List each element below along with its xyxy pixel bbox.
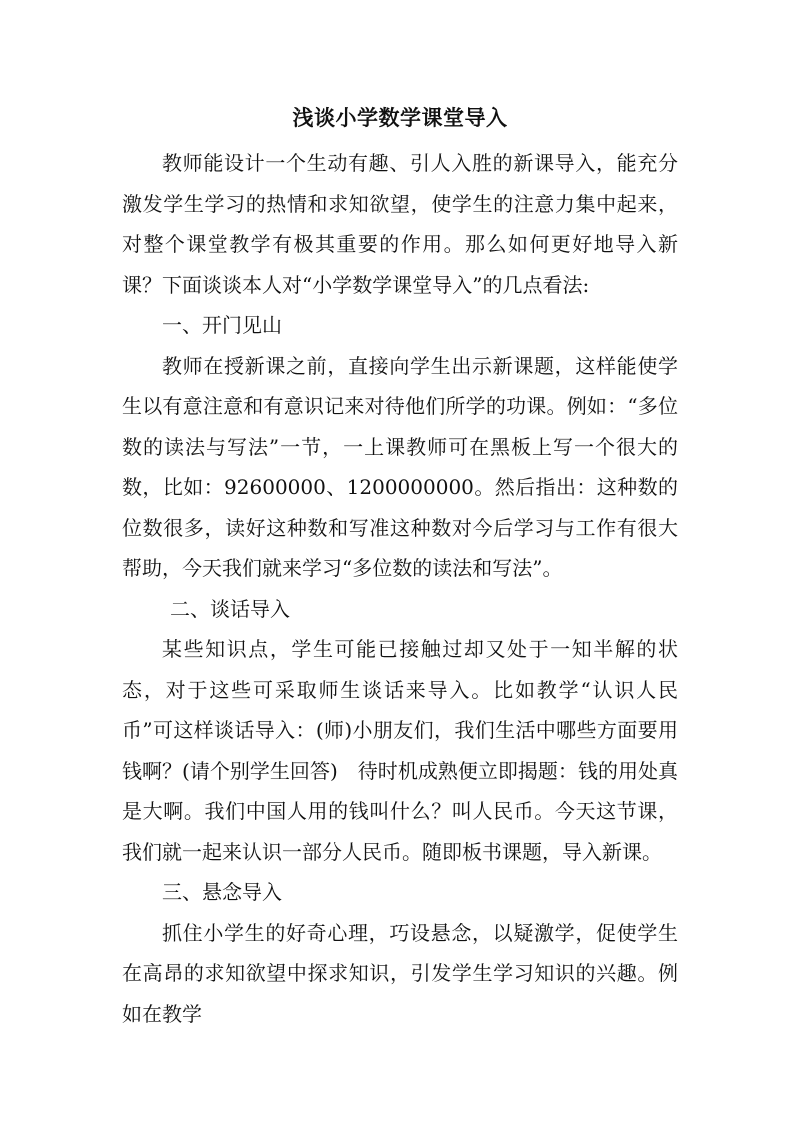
section-1-paragraph: 教师在授新课之前，直接向学生出示新课题，这样能使学生以有意注意和有意识记来对待他们所学的功课。例如：“多位数的读法与写法”一节，一上课教师可在黑板上写一个很大的数，比如：92600000、1200000000。然后指出：这种数的位数很多，读好这种数和写准这种数对今后学习与工作有很大帮助，今天我们就来学习“多位数的读法和写法”。 [122,353,678,580]
section-heading-2: 二、谈话导入 [170,596,290,621]
intro-paragraph: 教师能设计一个生动有趣、引人入胜的新课导入，能充分激发学生学习的热情和求知欲望，使学生的注意力集中起来，对整个课堂教学有极其重要的作用。那么如何更好地导入新课？下面谈谈本人对“小学数学课堂导入”的几点看法: [122,151,678,297]
section-3-paragraph: 抓住小学生的好奇心理，巧设悬念，以疑激学，促使学生在高昂的求知欲望中探求知识，引发学生学习知识的兴趣。例如在教学 [122,920,678,1026]
section-heading-3: 三、悬念导入 [162,880,282,904]
document-title: 浅谈小学数学课堂导入 [292,106,508,130]
document-body [122,143,678,1034]
section-2-paragraph: 某些知识点，学生可能已接触过却又处于一知半解的状态，对于这些可采取师生谈话来导入。比如教学“认识人民币”可这样谈话导入：(师)小朋友们，我们生活中哪些方面要用钱啊？(请个别学生回答) 待时机成熟便立即揭题：钱的用处真是大啊。我们中国人用的钱叫什么？叫人民币。今天这节课，我们就一起来认识一部分人民币。随即板书课题，导入新课。 [122,637,678,864]
section-heading-1: 一、开门见山 [162,313,282,337]
